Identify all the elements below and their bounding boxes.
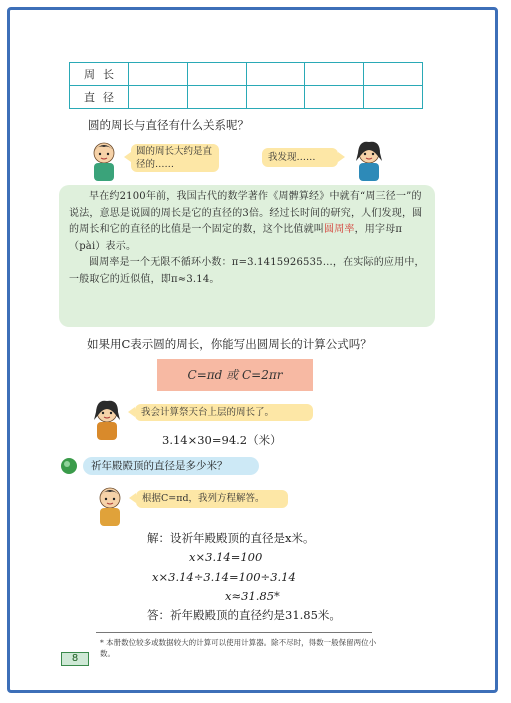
history-text: ，用字母π（pài）表示。 — [69, 224, 403, 252]
girl-speech-bubble: 我会计算祭天台上层的周长了。 — [135, 404, 313, 421]
table-cell — [305, 86, 364, 109]
table-cell — [246, 86, 305, 109]
boy-illustration — [88, 484, 132, 528]
boy-speech-bubble: 根据C=πd，我列方程解答。 — [136, 490, 288, 508]
calculation-line: 3.14×30=94.2（米） — [162, 433, 282, 447]
girl-speech-bubble: 我发现…… — [262, 148, 338, 167]
equation-step: x×3.14÷3.14=100÷3.14 — [152, 570, 296, 584]
equation-step: x×3.14=100 — [189, 550, 263, 564]
table-cell — [246, 63, 305, 86]
bubble-tail — [129, 493, 136, 503]
girl-illustration — [85, 398, 129, 442]
diameter-question: 祈年殿殿顶的直径是多少米？ — [83, 457, 259, 475]
page-number: 8 — [61, 652, 89, 666]
formula-question: 如果用C表示圆的周长，你能写出圆周长的计算公式吗？ — [87, 337, 372, 351]
pi-value-paragraph: 圆周率是一个无限不循环小数：π=3.1415926535…，在实际的应用中，一般取它的近似值，即π≈3.14。 — [69, 257, 425, 285]
table-row — [70, 86, 423, 109]
history-paragraph — [69, 189, 427, 255]
table-cell — [187, 63, 246, 86]
table-cell — [364, 86, 423, 109]
table-cell — [129, 63, 188, 86]
table-cell — [305, 63, 364, 86]
bubble-tail — [128, 407, 135, 417]
circumference-formula: C=πd 或 C=2πr — [157, 359, 313, 391]
pi-term: 圆周率 — [324, 224, 355, 235]
history-text: 早在约2100年前，我国古代的数学著作《周髀算经》中就有“周三径一”的说法，意思是说圆的周长是它的直径的3倍。经过长时间的研究，人们发现，圆的周长和它的直径的比值是一个固定的数，这个比值就叫 — [69, 191, 423, 235]
measurement-table — [69, 62, 423, 109]
table-row — [70, 63, 423, 86]
footnote: * 本册数位较多或数据较大的计算可以使用计算器。除不尽时，得数一般保留两位小数。 — [100, 638, 377, 658]
table-cell — [364, 63, 423, 86]
girl-illustration — [347, 139, 391, 183]
pi-history-box — [59, 185, 435, 327]
equation-result: x≈31.85* — [225, 589, 280, 603]
table-cell — [129, 86, 188, 109]
solution-setup: 解：设祈年殿殿顶的直径是x米。 — [147, 531, 315, 545]
solution-answer: 答：祈年殿殿顶的直径约是31.85米。 — [147, 608, 341, 622]
question-intro: 圆的周长与直径有什么关系呢？ — [88, 118, 249, 132]
table-cell — [187, 86, 246, 109]
footnote-divider — [96, 632, 372, 633]
bubble-tail — [124, 152, 131, 162]
table-header-diameter: 直径 — [70, 86, 129, 109]
bubble-tail — [338, 152, 345, 162]
table-header-circumference: 周长 — [70, 63, 129, 86]
globe-icon — [60, 457, 78, 475]
boy-speech-bubble: 圆的周长大约是直径的…… — [131, 144, 219, 172]
boy-illustration — [82, 139, 126, 183]
